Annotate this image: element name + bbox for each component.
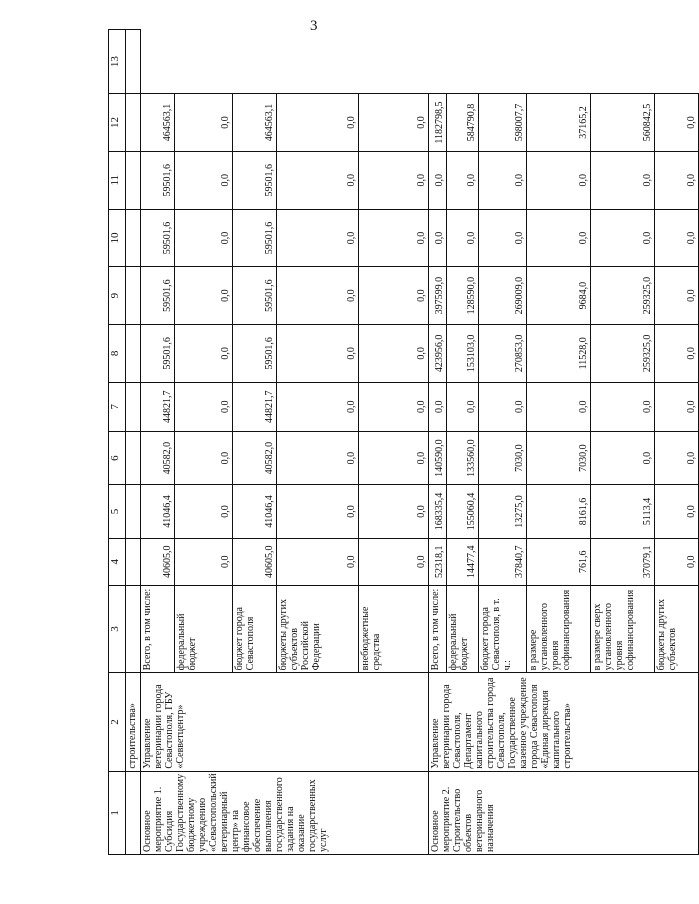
value-cell: 0,0 — [447, 209, 479, 267]
rotated-table-container — [108, 29, 697, 855]
value-cell: 0,0 — [359, 431, 429, 484]
value-cell: 0,0 — [175, 538, 233, 585]
value-cell: 0,0 — [277, 485, 359, 538]
value-cell: 0,0 — [479, 151, 527, 209]
value-cell: 0,0 — [277, 538, 359, 585]
event-name: Основное мероприятие 2. Строительство объектов ветеринарного назначения — [429, 771, 699, 854]
value-cell: 7030,0 — [479, 431, 527, 484]
value-cell: 0,0 — [591, 151, 655, 209]
value-cell: 7030,0 — [527, 431, 591, 484]
col-header: 4 — [109, 538, 126, 585]
value-cell: 41046,4 — [141, 485, 175, 538]
funding-source: федеральный бюджет — [175, 585, 233, 673]
col-header: 9 — [109, 267, 126, 325]
value-cell: 11528,0 — [527, 325, 591, 383]
col-header: 11 — [109, 151, 126, 209]
event-executor: Управление ветеринарии города Севастополя, Департамент капитального строительства города Севастополя, Государственное казенное учреждение города Севастополя «Единая дирекция капитального строительства» — [429, 673, 699, 771]
col-header: 13 — [109, 30, 126, 94]
value-cell: 168335,4 — [429, 485, 447, 538]
value-cell: 0,0 — [359, 151, 429, 209]
value-cell: 37079,1 — [591, 538, 655, 585]
value-cell: 153103,0 — [447, 325, 479, 383]
value-cell: 0,0 — [429, 382, 447, 431]
value-cell: 155060,4 — [447, 485, 479, 538]
value-cell: 59501,6 — [141, 325, 175, 383]
value-cell: 0,0 — [175, 431, 233, 484]
col-header: 6 — [109, 431, 126, 484]
value-cell: 59501,6 — [141, 267, 175, 325]
col-header: 3 — [109, 585, 126, 673]
value-cell: 560842,5 — [591, 94, 655, 152]
value-cell: 0,0 — [277, 94, 359, 152]
value-cell: 464563,1 — [141, 94, 175, 152]
value-cell: 0,0 — [591, 382, 655, 431]
value-cell: 0,0 — [277, 267, 359, 325]
value-cell: 40582,0 — [233, 431, 277, 484]
value-cell: 0,0 — [277, 209, 359, 267]
value-cell: 0,0 — [591, 431, 655, 484]
value-cell: 128590,0 — [447, 267, 479, 325]
value-cell: 0,0 — [655, 325, 699, 383]
value-cell: 0,0 — [175, 209, 233, 267]
value-cell: 0,0 — [175, 382, 233, 431]
value-cell: 0,0 — [655, 267, 699, 325]
value-cell: 0,0 — [277, 325, 359, 383]
value-cell: 464563,1 — [233, 94, 277, 152]
value-cell: 761,6 — [527, 538, 591, 585]
value-cell: 0,0 — [447, 151, 479, 209]
value-cell: 0,0 — [359, 267, 429, 325]
value-cell: 0,0 — [277, 382, 359, 431]
value-cell: 270853,0 — [479, 325, 527, 383]
col-header: 2 — [109, 673, 126, 771]
header-row — [109, 30, 126, 855]
value-cell: 37840,7 — [479, 538, 527, 585]
value-cell: 0,0 — [359, 325, 429, 383]
value-cell: 133560,0 — [447, 431, 479, 484]
value-cell: 5113,4 — [591, 485, 655, 538]
table-row — [429, 30, 447, 855]
value-cell: 8161,6 — [527, 485, 591, 538]
value-cell: 59501,6 — [141, 209, 175, 267]
value-cell: 0,0 — [277, 151, 359, 209]
value-cell: 0,0 — [359, 485, 429, 538]
value-cell: 0,0 — [359, 382, 429, 431]
value-cell: 0,0 — [359, 209, 429, 267]
value-cell: 0,0 — [175, 267, 233, 325]
value-cell: 52318,1 — [429, 538, 447, 585]
col-header: 5 — [109, 485, 126, 538]
value-cell: 0,0 — [359, 94, 429, 152]
value-cell: 59501,6 — [233, 209, 277, 267]
funding-source: внебюджетные средства — [359, 585, 429, 673]
value-cell: 40605,0 — [233, 538, 277, 585]
continuation-text: строительства» — [126, 673, 141, 771]
value-cell: 0,0 — [359, 538, 429, 585]
budget-table — [108, 29, 699, 855]
value-cell: 0,0 — [655, 209, 699, 267]
value-cell: 584790,8 — [447, 94, 479, 152]
table-row — [141, 30, 175, 855]
value-cell: 0,0 — [175, 151, 233, 209]
funding-source: федеральный бюджет — [447, 585, 479, 673]
value-cell: 0,0 — [655, 382, 699, 431]
value-cell: 0,0 — [527, 151, 591, 209]
value-cell: 397599,0 — [429, 267, 447, 325]
value-cell: 0,0 — [655, 485, 699, 538]
col-header: 12 — [109, 94, 126, 152]
col-header: 8 — [109, 325, 126, 383]
page-number: 3 — [310, 18, 318, 34]
value-cell: 0,0 — [655, 151, 699, 209]
continuation-row — [126, 30, 141, 855]
value-cell: 59501,6 — [233, 151, 277, 209]
funding-source: Всего, в том числе: — [429, 585, 447, 673]
value-cell: 269009,0 — [479, 267, 527, 325]
value-cell: 0,0 — [429, 151, 447, 209]
value-cell: 0,0 — [591, 209, 655, 267]
value-cell: 0,0 — [655, 538, 699, 585]
event-executor: Управление ветеринарии города Севастополя, ГБУ «Севветцентр» — [141, 673, 429, 771]
funding-source: в размере сверх установленного уровня софинансирования — [591, 585, 655, 673]
table-body — [141, 30, 699, 855]
value-cell: 37165,2 — [527, 94, 591, 152]
funding-source: бюджеты других субъектов — [655, 585, 699, 673]
funding-source: бюджеты других субъектов Российской Федерации — [277, 585, 359, 673]
value-cell: 40605,0 — [141, 538, 175, 585]
value-cell: 0,0 — [527, 209, 591, 267]
value-cell: 0,0 — [277, 431, 359, 484]
value-cell: 140590,0 — [429, 431, 447, 484]
value-cell: 259325,0 — [591, 325, 655, 383]
value-cell: 41046,4 — [233, 485, 277, 538]
value-cell: 598007,7 — [479, 94, 527, 152]
event-name: Основное мероприятие 1. Субсидия Государственному бюджетному учреждению «Севастопольский ветеринарный центр» на финансовое обеспечение выполнения государственного задания на оказание государственных услуг — [141, 771, 429, 854]
funding-source: бюджет города Севастополя, в т. ч.: — [479, 585, 527, 673]
funding-source: Всего, в том числе: — [141, 585, 175, 673]
value-cell: 0,0 — [175, 94, 233, 152]
value-cell: 59501,6 — [141, 151, 175, 209]
value-cell: 9684,0 — [527, 267, 591, 325]
col-header: 1 — [109, 771, 126, 854]
value-cell: 423956,0 — [429, 325, 447, 383]
value-cell: 0,0 — [527, 382, 591, 431]
value-cell: 0,0 — [429, 209, 447, 267]
value-cell: 0,0 — [479, 209, 527, 267]
value-cell: 0,0 — [175, 485, 233, 538]
value-cell: 40582,0 — [141, 431, 175, 484]
col-header: 7 — [109, 382, 126, 431]
value-cell: 1182798,5 — [429, 94, 447, 152]
value-cell: 0,0 — [479, 382, 527, 431]
funding-source: бюджет города Севастополя — [233, 585, 277, 673]
cell — [126, 771, 141, 854]
value-cell: 59501,6 — [233, 325, 277, 383]
value-cell: 44821,7 — [233, 382, 277, 431]
col-header: 10 — [109, 209, 126, 267]
value-cell: 0,0 — [655, 94, 699, 152]
value-cell: 14477,4 — [447, 538, 479, 585]
value-cell: 13275,0 — [479, 485, 527, 538]
value-cell: 44821,7 — [141, 382, 175, 431]
funding-source: в размере установленного уровня софинансирования — [527, 585, 591, 673]
value-cell: 0,0 — [447, 382, 479, 431]
value-cell: 59501,6 — [233, 267, 277, 325]
value-cell: 259325,0 — [591, 267, 655, 325]
value-cell: 0,0 — [655, 431, 699, 484]
value-cell: 0,0 — [175, 325, 233, 383]
